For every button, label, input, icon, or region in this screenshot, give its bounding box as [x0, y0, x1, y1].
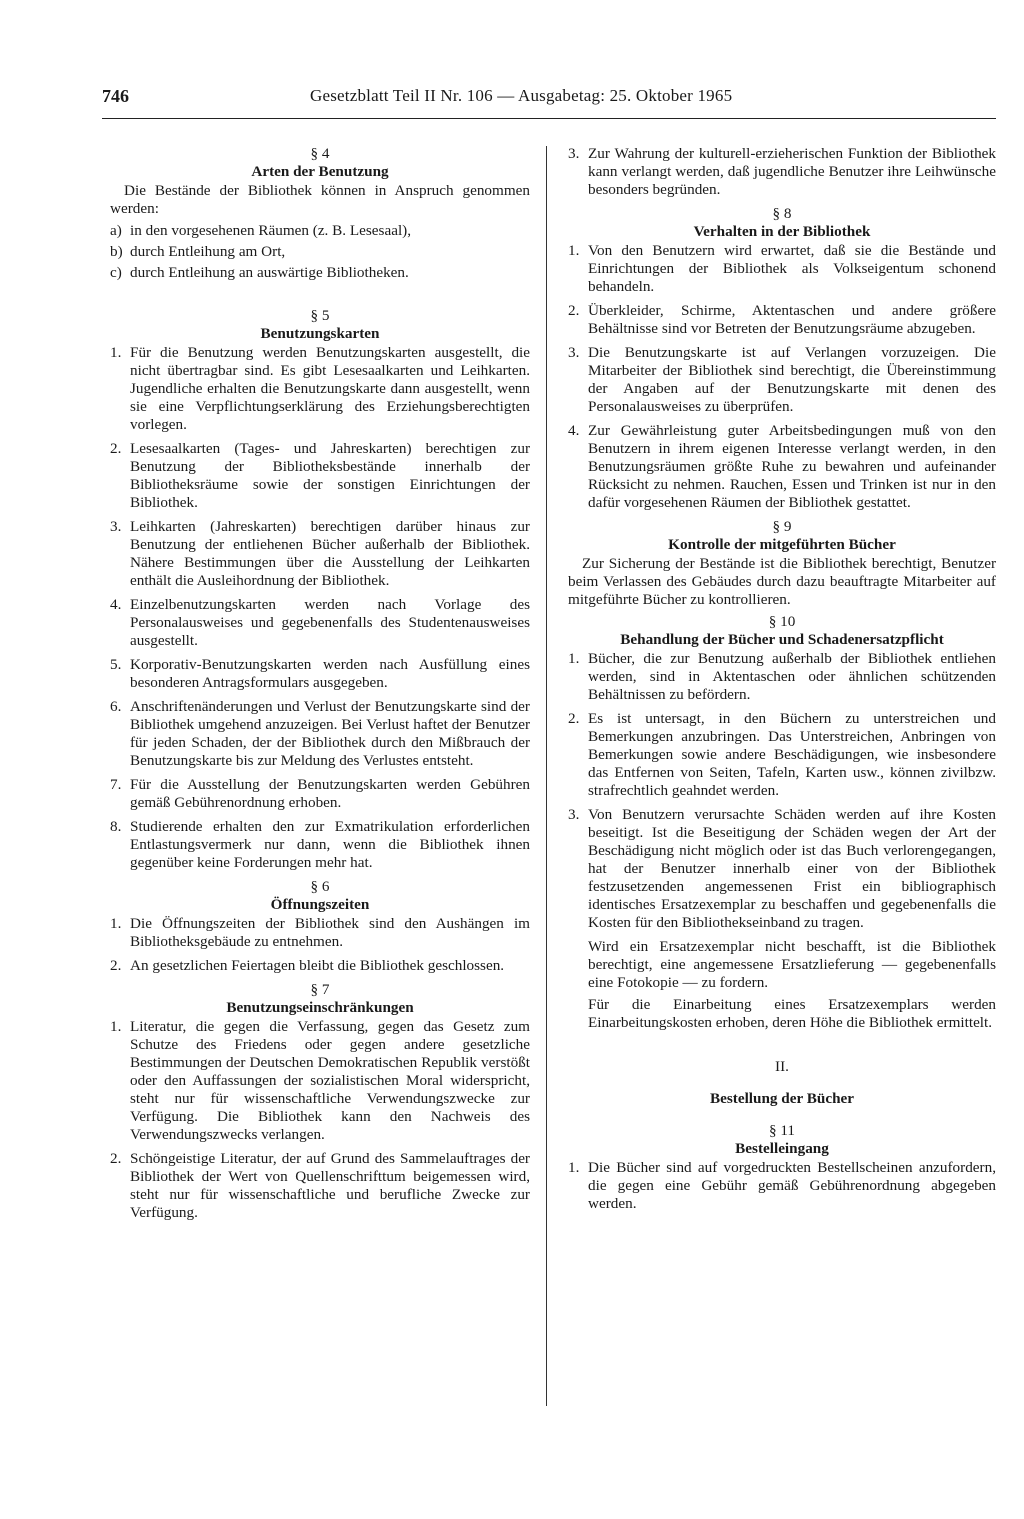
- list-item: 1. Die Öffnungszeiten der Bibliothek sind den Aushängen im Bibliotheksgebäude zu entnehmen.: [110, 915, 530, 950]
- list-item: 6. Anschriftenänderungen und Verlust der Benutzungskarte sind der Bibliothek umgehend anzuzeigen. Bei Verlust haftet der Benutzer für jeden Schaden, der der Bibliothek durch den Mißbrauch der Benutzungskarte bis zur Meldung des Verlustes entsteht.: [110, 698, 530, 769]
- list-item: c) durch Entleihung an auswärtige Bibliotheken.: [110, 264, 409, 281]
- section-number: § 4: [310, 145, 330, 162]
- list-item: 5. Korporativ-Benutzungskarten werden nach Ausfüllung eines besonderen Antragsformulars ausgegeben.: [110, 656, 530, 691]
- paragraph: Zur Sicherung der Bestände ist die Bibliothek berechtigt, Benutzer beim Verlassen des Gebäudes durch dazu beauftragte Mitarbeiter auf mitgeführte Bücher zu kontrollieren.: [568, 555, 996, 608]
- list-item: 2. Lesesaalkarten (Tages- und Jahreskarten) berechtigen zur Benutzung der Bibliotheksbestände innerhalb der Bibliotheksräume sowie der sonstigen Einrichtungen der Bibliothek.: [110, 440, 530, 511]
- paragraph: Die Bestände der Bibliothek können in Anspruch genommen werden:: [110, 182, 530, 217]
- list-item: 4. Einzelbenutzungskarten werden nach Vorlage des Personalausweises und gegebenenfalls des Studentenausweises ausgestellt.: [110, 596, 530, 649]
- section-6: [110, 878, 530, 975]
- list-item: 1. Literatur, die gegen die Verfassung, gegen das Gesetz zum Schutze des Friedens oder gegen andere gesetzliche Bestimmungen der Deutschen Demokratischen Republik verstößt oder den Auffassungen der sozialistischen Moral widerspricht, steht nur für wissenschaftliche Verwendungszwecke zur Verfügung. Die Bibliothek kann den Nachweis des Verwendungszwecks verlangen.: [110, 1018, 530, 1143]
- part-heading: Bestellung der Bücher: [710, 1090, 854, 1107]
- section-11: [568, 1122, 996, 1213]
- section-number: § 9: [772, 518, 792, 535]
- list-item: 1. Für die Benutzung werden Benutzungskarten ausgestellt, die nicht übertragbar sind. Es gibt Lesesaalkarten und Leihkarten. Jugendliche erhalten die Benutzungskarte dann ausgestellt, wenn sie eine Verpflichtungserklärung des Erziehungsberechtigten vorlegen.: [110, 344, 530, 433]
- list-item: 4. Zur Gewährleistung guter Arbeitsbedingungen muß von den Benutzern in ihrem eigenen Interesse verlangt werden, in den Benutzungsräumen größte Ruhe zu bewahren und aufeinander Rücksicht zu nehmen. Rauchen, Essen und Trinken ist nur in den dafür vorgesehenen Räumen der Bibliothek gestattet.: [568, 422, 996, 511]
- section-7: [110, 981, 530, 1222]
- section-heading: Bestelleingang: [735, 1140, 829, 1157]
- section-number: § 5: [310, 307, 330, 324]
- paragraph: Für die Einarbeitung eines Ersatzexemplars werden Einarbeitungskosten erhoben, deren Höhe die Bibliothek ermittelt.: [588, 996, 996, 1031]
- list-item: a) in den vorgesehenen Räumen (z. B. Lesesaal),: [110, 222, 412, 239]
- section-number: § 7: [310, 981, 330, 998]
- section-number: § 11: [768, 1122, 795, 1139]
- list-item: 2. Schöngeistige Literatur, der auf Grund des Sammelauftrages der Bibliothek der Wert von Quellenschrifttum beigemessen wird, steht nur für wissenschaftliche und berufliche Zwecke zur Verfügung.: [110, 1150, 530, 1221]
- section-heading: Verhalten in der Bibliothek: [693, 223, 871, 240]
- list-item: 7. Für die Ausstellung der Benutzungskarten werden Gebühren gemäß Gebührenordnung erhoben.: [110, 776, 530, 811]
- part-2: [568, 1058, 996, 1108]
- page-number: 746: [102, 86, 129, 106]
- section-heading: Öffnungszeiten: [270, 896, 370, 913]
- part-number: II.: [775, 1058, 789, 1075]
- section-10: [568, 613, 996, 1032]
- list-item: 1. Bücher, die zur Benutzung außerhalb der Bibliothek entliehen werden, sind in Aktentaschen oder ähnlichen schützenden Behältnissen zu befördern.: [568, 650, 996, 703]
- page-header: [102, 86, 996, 118]
- section-number: § 10: [768, 613, 796, 630]
- section-number: § 8: [772, 205, 792, 222]
- section-heading: Behandlung der Bücher und Schadenersatzpflicht: [620, 631, 944, 648]
- list-item: 1. Die Bücher sind auf vorgedruckten Bestellscheinen anzufordern, die gegen eine Gebühr gemäß Gebührenordnung abgegeben werden.: [568, 1159, 996, 1212]
- section-heading: Arten der Benutzung: [251, 163, 389, 180]
- list-item: 3. Leihkarten (Jahreskarten) berechtigen darüber hinaus zur Benutzung der entliehenen Bücher außerhalb der Bibliothek. Nähere Bestimmungen über die Ausstellung der Leihkarten enthält die Ausleihordnung der Bibliothek.: [110, 518, 530, 589]
- list-item: 3. Zur Wahrung der kulturell-erzieherischen Funktion der Bibliothek kann verlangt werden, daß jugendliche Benutzer ihre Leihwünsche besonders begründen.: [568, 145, 996, 198]
- list-item: b) durch Entleihung am Ort,: [110, 243, 286, 260]
- list-item: 2. An gesetzlichen Feiertagen bleibt die Bibliothek geschlossen.: [110, 957, 505, 974]
- list-item: 3. Von Benutzern verursachte Schäden werden auf ihre Kosten beseitigt. Ist die Beseitigung der Schäden wegen der Art der Beschädigung nicht möglich oder ist das Buch verlorengegangen, hat der Benutzer innerhalb einer von der Bibliothek festzusetzenden angemessenen Frist ein bibliographisch identisches Ersatzexemplar zu beschaffen und gegebenenfalls die Kosten für den Bibliothekseinband zu tragen.: [568, 806, 996, 931]
- list-item: 3. Die Benutzungskarte ist auf Verlangen vorzuzeigen. Die Mitarbeiter der Bibliothek sind berechtigt, die Übereinstimmung der Angaben auf der Benutzungskarte mit denen des Personalausweises zu überprüfen.: [568, 344, 996, 415]
- running-title: Gesetzblatt Teil II Nr. 106 — Ausgabetag: 25. Oktober 1965: [310, 86, 733, 105]
- section-9: [568, 518, 996, 609]
- list-item: 2. Es ist untersagt, in den Büchern zu unterstreichen und Bemerkungen anzubringen. Das Unterstreichen, Anbringen von Bemerkungen sowie andere Beschädigungen, wie insbesondere das Entfernen von Seiten, Tafeln, Karten usw., können zivilbzw. strafrechtlich geahndet werden.: [568, 710, 996, 799]
- list-item: 2. Überkleider, Schirme, Aktentaschen und andere größere Behältnisse sind vor Betreten der Benutzungsräume abzugeben.: [568, 302, 996, 337]
- list-item: 1. Von den Benutzern wird erwartet, daß sie die Bestände und Einrichtungen der Bibliothek als Volkseigentum schonend behandeln.: [568, 242, 996, 295]
- section-8: [568, 205, 996, 512]
- column-divider: [546, 146, 547, 1406]
- left-column: [110, 145, 530, 1228]
- section-heading: Benutzungskarten: [260, 325, 380, 342]
- section-heading: Kontrolle der mitgeführten Bücher: [668, 536, 896, 553]
- paragraph: Wird ein Ersatzexemplar nicht beschafft, ist die Bibliothek berechtigt, eine angemessene Ersatzlieferung — gegebenenfalls eine Fotokopie — zu fordern.: [588, 938, 996, 991]
- list-item: 8. Studierende erhalten den zur Exmatrikulation erforderlichen Entlastungsvermerk nur dann, wenn die Bibliothek ihnen gegenüber keine Forderungen mehr hat.: [110, 818, 530, 871]
- section-5: [110, 307, 530, 872]
- section-number: § 6: [310, 878, 330, 895]
- section-heading: Benutzungseinschränkungen: [226, 999, 414, 1016]
- section-4: [110, 145, 530, 282]
- header-rule: [102, 118, 996, 119]
- right-column: [568, 145, 996, 1219]
